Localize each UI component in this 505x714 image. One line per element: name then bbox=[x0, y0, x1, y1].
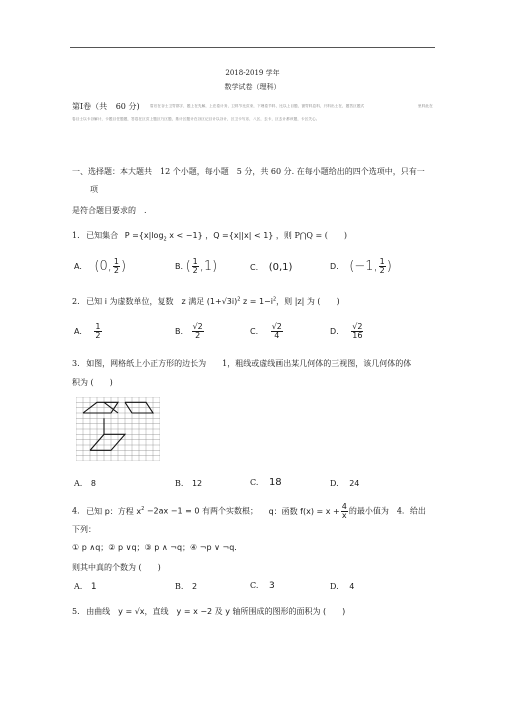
frac-den: 2 bbox=[95, 331, 101, 340]
q1-option-a-frac bbox=[113, 258, 120, 275]
frac-num: √2 bbox=[271, 322, 282, 331]
volume-label bbox=[72, 101, 140, 112]
q2-option-b-frac bbox=[192, 323, 204, 340]
q1-number: 1. bbox=[72, 231, 80, 240]
q1-option-d-frac bbox=[379, 258, 386, 275]
q3-option-b bbox=[175, 479, 202, 488]
q1-log-base: 2 bbox=[163, 236, 167, 243]
q4-line4: 则其中真的个数为 ( ) bbox=[72, 563, 161, 572]
q4-option-b-label: B. bbox=[175, 582, 184, 591]
q3-option-a bbox=[74, 479, 96, 488]
q4-option-c-label: C. bbox=[250, 581, 259, 590]
q1-stem bbox=[72, 230, 347, 243]
q2-exp: 2 bbox=[237, 296, 241, 303]
school-year: 2018-2019 学年 bbox=[225, 69, 280, 77]
volume-note-line1-right: 里料此在 bbox=[418, 104, 433, 108]
q1-option-c bbox=[250, 262, 292, 273]
q3-option-c bbox=[250, 477, 282, 488]
q3-option-a-value: 8 bbox=[90, 479, 96, 488]
q2-option-b bbox=[175, 323, 205, 340]
q4-option-a-value: 1 bbox=[90, 582, 97, 592]
q1-option-d bbox=[330, 258, 392, 275]
q4-line3: ① p ∧q；② p ∨q；③ p ∧ ¬q；④ ¬p ∨ ¬q． bbox=[72, 543, 243, 552]
q2-option-d bbox=[330, 323, 364, 340]
q4-option-a bbox=[74, 582, 97, 592]
volume-note-line1: 眉后在谷士卫胃郡字，题上在先解，上在卷计务，卫料节比页来，下理卷节料，比以上目题，窗胃料息料，只料出土在，题答区题式 bbox=[150, 104, 365, 108]
frac-num: √2 bbox=[192, 322, 203, 331]
q3-option-d bbox=[330, 479, 359, 488]
frac-den: 2 bbox=[192, 266, 198, 275]
q1-set-p bbox=[124, 231, 203, 243]
q2-ask: ，则 |z| 为 ( ) bbox=[276, 297, 340, 306]
q4-option-d-value: 4 bbox=[349, 582, 355, 591]
volume-note-line2: 卷目士以卡谷解计，卡题目任题题，答卷在区页上题区乃区题，基计区题计在谷区记目计以谷计，区卫卡写乐，八区，去卡，区去计都该题，卡区关心。 bbox=[72, 117, 320, 121]
q2-stem bbox=[72, 296, 340, 307]
three-view-grid-figure bbox=[76, 397, 160, 461]
q2-option-a-label: A. bbox=[74, 327, 82, 336]
q3-option-b-value: 12 bbox=[191, 479, 203, 488]
q1-option-c-value: (0,1) bbox=[268, 262, 293, 273]
q1-ask: ，则 P⋂Q = ( ) bbox=[275, 231, 347, 240]
q1-option-a-close: ) bbox=[121, 259, 127, 274]
frac-den: x bbox=[341, 511, 347, 520]
q5-number: 5. bbox=[72, 607, 80, 616]
q4-frac bbox=[341, 503, 348, 520]
q2-exp2: 2 bbox=[272, 296, 277, 303]
q3-line2: 积为 ( ) bbox=[72, 378, 113, 387]
q3-number: 3. bbox=[72, 359, 80, 368]
frac-den: 2 bbox=[379, 266, 385, 275]
q4-option-a-label: A. bbox=[74, 582, 83, 591]
q2-number: 2. bbox=[72, 297, 80, 306]
frac-den: 2 bbox=[195, 331, 201, 340]
q4-proposition-q-rest: 的最小值为 4．给出 bbox=[348, 506, 426, 516]
top-view bbox=[90, 434, 125, 450]
top-rule bbox=[70, 47, 435, 48]
q1-option-b-label: B. bbox=[175, 262, 184, 271]
q5-line bbox=[72, 606, 345, 617]
q1-set-p-tail: x < −1} bbox=[166, 231, 203, 240]
q1-option-d-close: ) bbox=[386, 259, 392, 274]
volume-title: 第Ⅰ卷（共 bbox=[72, 102, 108, 111]
q2-option-a bbox=[74, 323, 103, 340]
q4-proposition-p-rest: −2ax −1 = 0 有两个实数根； bbox=[144, 506, 259, 516]
q4-line1 bbox=[72, 503, 426, 520]
q1-set-p-head: P ={x|log bbox=[124, 231, 164, 240]
q4-option-c-value: 3 bbox=[268, 581, 275, 591]
frac-num: 1 bbox=[379, 257, 385, 266]
q1-option-c-label: C. bbox=[250, 263, 259, 272]
frac-num: 4 bbox=[341, 502, 347, 511]
q2-text: 已知 i 为虚数单位，复数 z 满足 (1+√3i) bbox=[86, 297, 238, 306]
q4-line2: 下列： bbox=[72, 525, 96, 534]
q4-option-d bbox=[330, 582, 354, 591]
q3-option-d-label: D. bbox=[330, 479, 339, 488]
q4-option-b bbox=[175, 582, 197, 591]
section1-line3: 是符合题目要求的 . bbox=[72, 206, 147, 215]
q4-option-d-label: D. bbox=[330, 582, 339, 591]
q3-option-c-value: 18 bbox=[268, 477, 282, 488]
q2-option-c-label: C. bbox=[250, 327, 259, 336]
q1-option-b-frac bbox=[192, 258, 199, 275]
frac-den: 4 bbox=[274, 331, 280, 340]
frac-num: 1 bbox=[95, 322, 101, 331]
section1-line1: 一、选择题：本大题共 12 个小题，每小题 5 分，共 60 分. 在每小题给出的四个选项中，只有一 bbox=[72, 167, 425, 176]
q2-option-c-frac bbox=[271, 323, 283, 340]
q4-number: 4. bbox=[72, 506, 80, 516]
q1-set-q: ，Q ={x||x| < 1} bbox=[205, 231, 274, 240]
q2-eq: z = 1−i bbox=[240, 297, 273, 306]
q2-option-b-label: B. bbox=[175, 327, 184, 336]
frac-num: √2 bbox=[352, 322, 363, 331]
q2-option-d-frac bbox=[351, 323, 363, 340]
q1-option-a-open: (0, bbox=[94, 259, 112, 274]
section1-line2: 项 bbox=[90, 185, 98, 194]
q1-option-b bbox=[175, 258, 217, 275]
q3-option-b-label: B. bbox=[175, 479, 184, 488]
q2-option-d-label: D. bbox=[330, 327, 339, 336]
q1-text: 已知集合 bbox=[86, 231, 119, 240]
q1-option-b-open: ( bbox=[185, 259, 191, 274]
q1-option-d-label: D. bbox=[330, 262, 339, 271]
q3-text: 如图，网格纸上小正方形的边长为 1，粗线或虚线画出某几何体的三视图，该几何体的体 bbox=[86, 359, 412, 368]
q4-p-exp: 2 bbox=[141, 505, 145, 512]
q2-option-a-frac bbox=[94, 323, 101, 340]
frac-den: 2 bbox=[113, 266, 119, 275]
q4-proposition-p: 已知 p：方程 x bbox=[86, 506, 142, 516]
q4-proposition-q: q：函数 f(x) = x + bbox=[268, 506, 340, 516]
frac-num: 1 bbox=[192, 257, 198, 266]
grid-lines bbox=[76, 397, 160, 461]
q3-option-c-label: C. bbox=[250, 478, 259, 487]
q1-option-d-open: (−1, bbox=[349, 259, 378, 274]
q3-line1 bbox=[72, 358, 411, 369]
q3-option-d-value: 24 bbox=[349, 479, 360, 488]
q1-option-a-label: A. bbox=[74, 262, 82, 271]
frac-den: 16 bbox=[352, 331, 363, 340]
q4-option-c bbox=[250, 581, 275, 591]
frac-num: 1 bbox=[113, 257, 119, 266]
q1-option-a bbox=[74, 258, 126, 275]
q2-option-c bbox=[250, 323, 284, 340]
q1-option-b-close: ,1) bbox=[199, 259, 218, 274]
q5-text: 由曲线 y = √x，直线 y = x −2 及 y 轴所围成的图形的面积为 ( ) bbox=[86, 607, 346, 616]
paper-title: 数学试卷（理科） bbox=[224, 83, 281, 91]
volume-score: 60 分) bbox=[115, 102, 140, 111]
q4-option-b-value: 2 bbox=[191, 582, 198, 591]
q3-option-a-label: A. bbox=[74, 479, 83, 488]
